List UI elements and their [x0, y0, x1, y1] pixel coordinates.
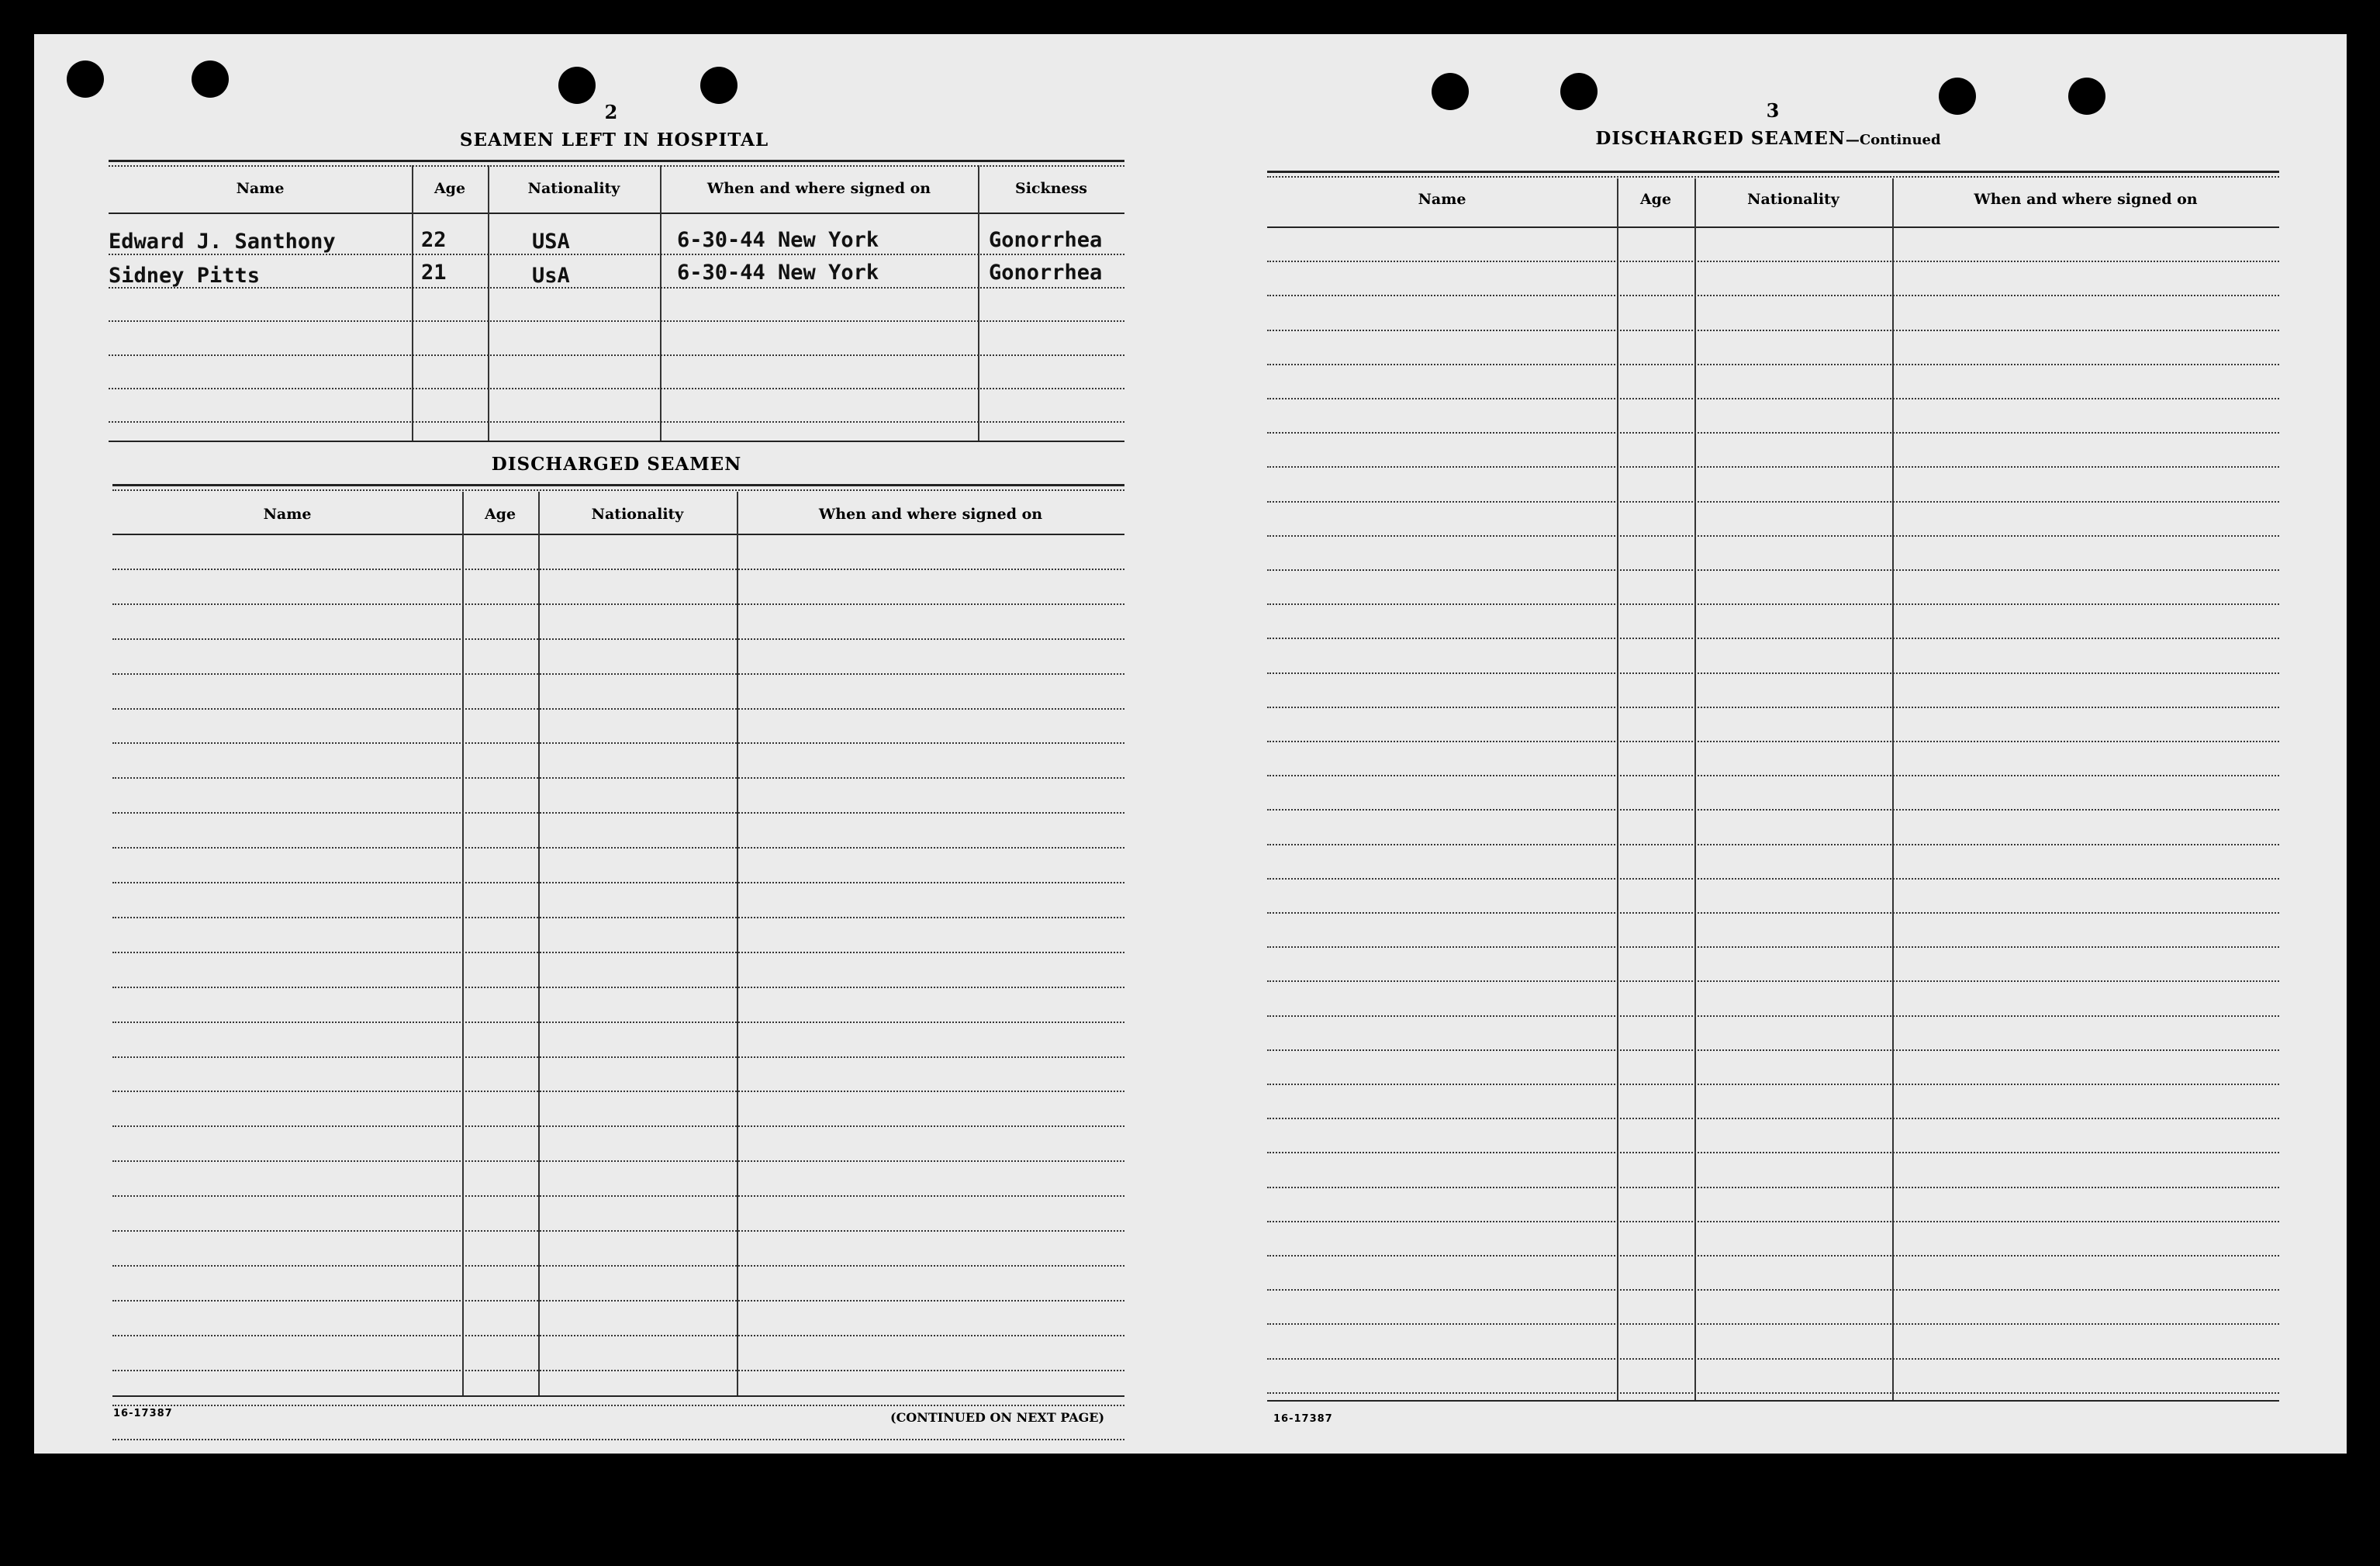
- row-line: [109, 254, 1124, 255]
- row-line: [1267, 603, 2279, 605]
- row-line: [109, 388, 1124, 389]
- row-line: [1267, 878, 2279, 880]
- row-line: [1267, 844, 2279, 845]
- hospital-row-1-sickness: Gonorrhea: [989, 228, 1103, 252]
- column-divider: [488, 165, 489, 441]
- form-number: 16-17387: [113, 1408, 173, 1419]
- row-line: [1267, 1289, 2279, 1291]
- header-rule: [1267, 226, 2279, 228]
- column-header: Age: [434, 180, 466, 197]
- row-line: [112, 1125, 1124, 1127]
- row-line: [1267, 466, 2279, 468]
- table-top-rule: [112, 484, 1124, 486]
- row-line: [112, 882, 1124, 883]
- row-line: [1267, 775, 2279, 776]
- punch-hole: [67, 60, 104, 98]
- column-header: Nationality: [591, 506, 684, 523]
- column-divider: [1694, 178, 1696, 1400]
- table-top-rule: [109, 160, 1124, 162]
- column-header: Name: [263, 506, 312, 523]
- column-header: Name: [236, 180, 285, 197]
- row-line: [112, 952, 1124, 953]
- table-top-rule: [1267, 176, 2279, 178]
- hospital-row-2-name: Sidney Pitts: [109, 264, 261, 288]
- row-line: [112, 847, 1124, 849]
- row-line: [1267, 741, 2279, 742]
- row-line: [1267, 330, 2279, 331]
- hospital-row-1-nationality: USA: [532, 230, 570, 254]
- hospital-row-2-age: 21: [421, 261, 447, 285]
- row-line: [1267, 1152, 2279, 1153]
- row-line: [1267, 535, 2279, 537]
- page-number: 2: [604, 101, 618, 123]
- row-line: [112, 1022, 1124, 1023]
- row-line: [112, 708, 1124, 710]
- row-line: [112, 1370, 1124, 1371]
- section-title-hospital: SEAMEN LEFT IN HOSPITAL: [459, 130, 769, 150]
- punch-hole: [700, 67, 737, 104]
- row-line: [112, 777, 1124, 779]
- table-top-rule: [109, 165, 1124, 167]
- column-header: Name: [1418, 191, 1466, 208]
- row-line: [112, 638, 1124, 640]
- row-line: [112, 1335, 1124, 1336]
- row-line: [112, 917, 1124, 918]
- row-line: [1267, 1221, 2279, 1222]
- row-line: [109, 287, 1124, 289]
- column-header: Nationality: [527, 180, 620, 197]
- row-line: [1267, 638, 2279, 639]
- column-divider: [538, 492, 540, 1395]
- hospital-row-2-nationality: UsA: [532, 264, 570, 288]
- row-line: [1267, 1255, 2279, 1257]
- hospital-row-1-signed-on: 6-30-44 New York: [677, 228, 879, 252]
- punch-hole: [2068, 78, 2105, 115]
- column-header: Nationality: [1747, 191, 1839, 208]
- row-line: [112, 1439, 1124, 1440]
- form-number: 16-17387: [1273, 1413, 1333, 1425]
- row-line: [112, 812, 1124, 814]
- row-line: [109, 354, 1124, 356]
- column-header: Age: [1639, 191, 1672, 208]
- punch-hole: [1432, 73, 1469, 110]
- hospital-row-1-age: 22: [421, 228, 447, 252]
- row-line: [1267, 398, 2279, 399]
- column-divider: [412, 165, 413, 441]
- column-divider: [737, 492, 738, 1395]
- row-line: [1267, 809, 2279, 811]
- hospital-row-1-name: Edward J. Santhony: [109, 230, 336, 254]
- row-line: [1267, 1084, 2279, 1085]
- row-line: [1267, 295, 2279, 296]
- row-line: [112, 1160, 1124, 1162]
- document-spread: [34, 34, 2347, 1454]
- column-header: Sickness: [1015, 180, 1087, 197]
- row-line: [112, 603, 1124, 605]
- row-line: [1267, 946, 2279, 948]
- row-line: [109, 320, 1124, 322]
- row-line: [112, 1195, 1124, 1197]
- table-bottom-rule: [1267, 1400, 2279, 1402]
- section-title-text: DISCHARGED SEAMEN: [1595, 128, 1846, 149]
- table-bottom-rule: [112, 1395, 1124, 1397]
- row-line: [1267, 432, 2279, 434]
- punch-hole: [1939, 78, 1976, 115]
- row-line: [112, 569, 1124, 570]
- row-line: [1267, 501, 2279, 503]
- row-line: [112, 673, 1124, 675]
- section-title-suffix: —Continued: [1845, 132, 1941, 148]
- column-header: When and where signed on: [1974, 191, 2198, 208]
- table-top-rule: [112, 489, 1124, 491]
- column-divider: [660, 165, 661, 441]
- row-line: [1267, 1049, 2279, 1051]
- row-line: [1267, 980, 2279, 982]
- row-line: [112, 1056, 1124, 1058]
- row-line: [1267, 569, 2279, 571]
- hospital-row-2-sickness: Gonorrhea: [989, 261, 1103, 285]
- row-line: [1267, 1358, 2279, 1360]
- row-line: [112, 742, 1124, 744]
- row-line: [1267, 1323, 2279, 1325]
- row-line: [1267, 672, 2279, 674]
- punch-hole: [558, 67, 596, 104]
- row-line: [112, 1091, 1124, 1092]
- row-line: [1267, 364, 2279, 365]
- column-header: When and where signed on: [706, 180, 931, 197]
- row-line: [1267, 912, 2279, 914]
- row-line: [1267, 1392, 2279, 1394]
- row-line: [1267, 1118, 2279, 1119]
- header-rule: [112, 534, 1124, 535]
- row-line: [112, 1300, 1124, 1302]
- header-rule: [109, 213, 1124, 214]
- row-line: [1267, 1015, 2279, 1017]
- column-divider: [1617, 178, 1618, 1400]
- punch-hole: [192, 60, 229, 98]
- punch-hole: [1560, 73, 1598, 110]
- hospital-row-2-signed-on: 6-30-44 New York: [677, 261, 879, 285]
- row-line: [1267, 1187, 2279, 1188]
- row-line: [1267, 707, 2279, 708]
- table-top-rule: [1267, 171, 2279, 173]
- row-line: [112, 1405, 1124, 1406]
- column-header: When and where signed on: [818, 506, 1043, 523]
- column-divider: [462, 492, 464, 1395]
- column-divider: [1892, 178, 1894, 1400]
- column-header: Age: [484, 506, 516, 523]
- continued-note: (CONTINUED ON NEXT PAGE): [890, 1410, 1105, 1425]
- table-bottom-rule: [109, 441, 1124, 442]
- section-title-discharged: DISCHARGED SEAMEN: [491, 454, 742, 475]
- row-line: [112, 1230, 1124, 1232]
- row-line: [109, 421, 1124, 423]
- row-line: [1267, 261, 2279, 262]
- section-title-discharged-continued: [1582, 128, 1954, 149]
- column-divider: [978, 165, 979, 441]
- row-line: [112, 987, 1124, 988]
- page-number: 3: [1766, 99, 1780, 122]
- row-line: [112, 1265, 1124, 1267]
